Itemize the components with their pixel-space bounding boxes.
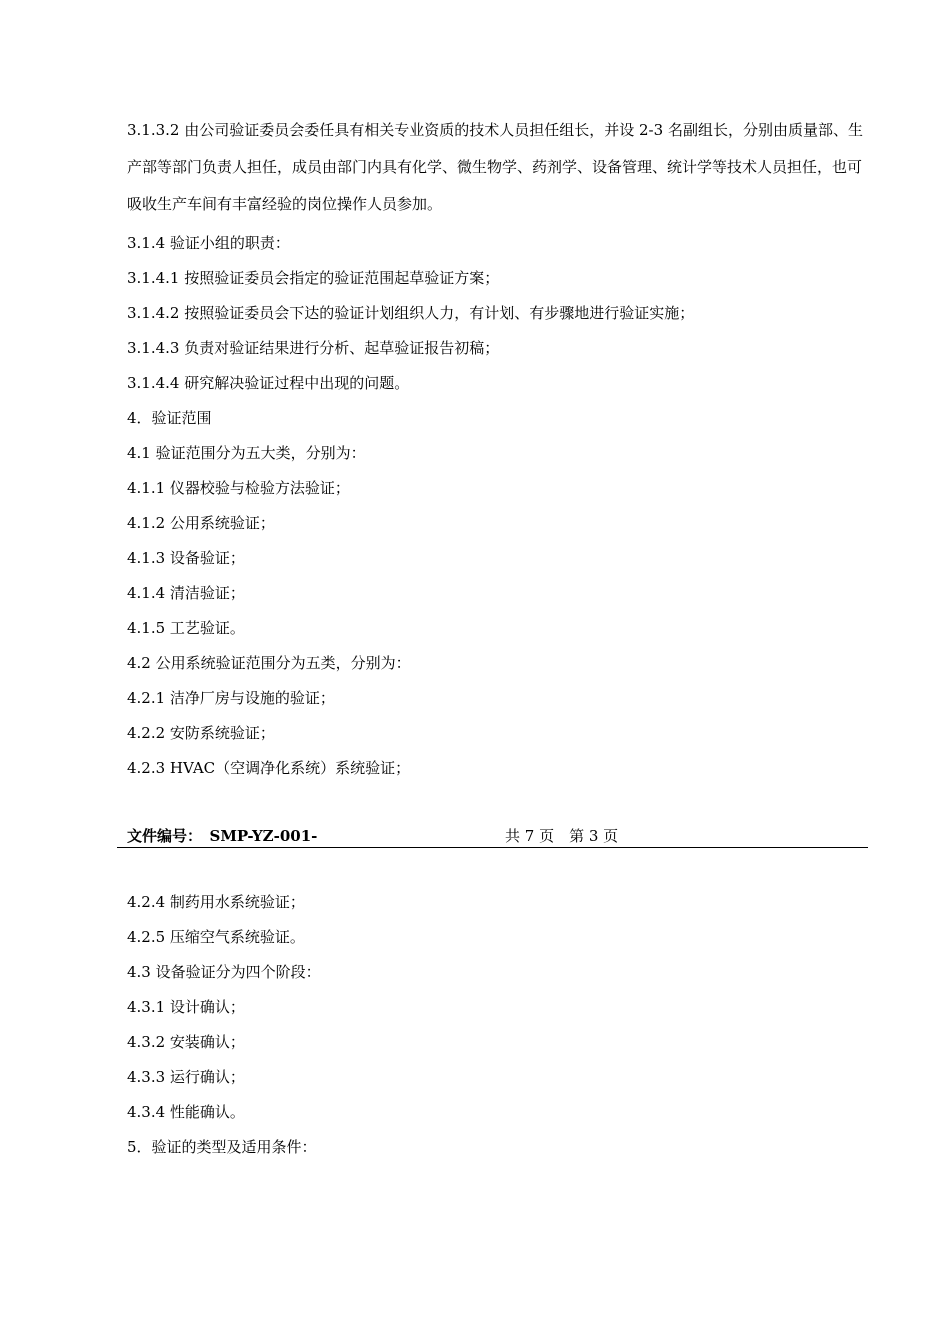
text-line: 4.2.5 压缩空气系统验证。 bbox=[127, 928, 305, 946]
text-line: 4.1.3 设备验证； bbox=[127, 549, 245, 567]
text-line: 4.2 公用系统验证范围分为五类，分别为： bbox=[127, 654, 411, 672]
text-line: 3.1.4.3 负责对验证结果进行分析、起草验证报告初稿； bbox=[127, 339, 500, 357]
text-line: 4.3.2 安装确认； bbox=[127, 1033, 245, 1051]
section-heading: 5．验证的类型及适用条件： bbox=[127, 1138, 317, 1156]
text-line: 4.1.2 公用系统验证； bbox=[127, 514, 275, 532]
text-line: 4.3.4 性能确认。 bbox=[127, 1103, 245, 1121]
text-line: 4.1.1 仪器校验与检验方法验证； bbox=[127, 479, 350, 497]
text-line: 4.1.4 清洁验证； bbox=[127, 584, 245, 602]
page-indicator: 共 7 页 第 3 页 bbox=[505, 827, 619, 845]
page-header bbox=[117, 826, 868, 848]
text-line: 4.2.1 洁净厂房与设施的验证； bbox=[127, 689, 335, 707]
text-line: 3.1.4.2 按照验证委员会下达的验证计划组织人力，有计划、有步骤地进行验证实施； bbox=[127, 304, 695, 322]
text-line: 4.2.4 制药用水系统验证； bbox=[127, 893, 305, 911]
text-line: 4.3.3 运行确认； bbox=[127, 1068, 245, 1086]
text-line: 4.1.5 工艺验证。 bbox=[127, 619, 245, 637]
text-line: 3.1.4 验证小组的职责： bbox=[127, 234, 290, 252]
text-line: 4.3.1 设计确认； bbox=[127, 998, 245, 1016]
document-number: 文件编号： SMP-YZ-001- bbox=[127, 827, 318, 845]
text-line: 4.3 设备验证分为四个阶段： bbox=[127, 963, 321, 981]
text-line: 3.1.4.1 按照验证委员会指定的验证范围起草验证方案； bbox=[127, 269, 500, 287]
text-line: 3.1.4.4 研究解决验证过程中出现的问题。 bbox=[127, 374, 410, 392]
paragraph-3-1-3-2: 3.1.3.2 由公司验证委员会委任具有相关专业资质的技术人员担任组长，并设 2-3 名副组长，分别由质量部、生产部等部门负责人担任，成员由部门内具有化学、微生物学、药剂学、设备管理、统计学等技术人员担任，也可吸收生产车间有丰富经验的岗位操作人员参加。 bbox=[127, 121, 863, 213]
text-line: 4.1 验证范围分为五大类，分别为： bbox=[127, 444, 366, 462]
text-line: 4.2.3 HVAC（空调净化系统）系统验证； bbox=[127, 759, 411, 777]
section-heading: 4．验证范围 bbox=[127, 409, 212, 427]
text-line: 4.2.2 安防系统验证； bbox=[127, 724, 275, 742]
